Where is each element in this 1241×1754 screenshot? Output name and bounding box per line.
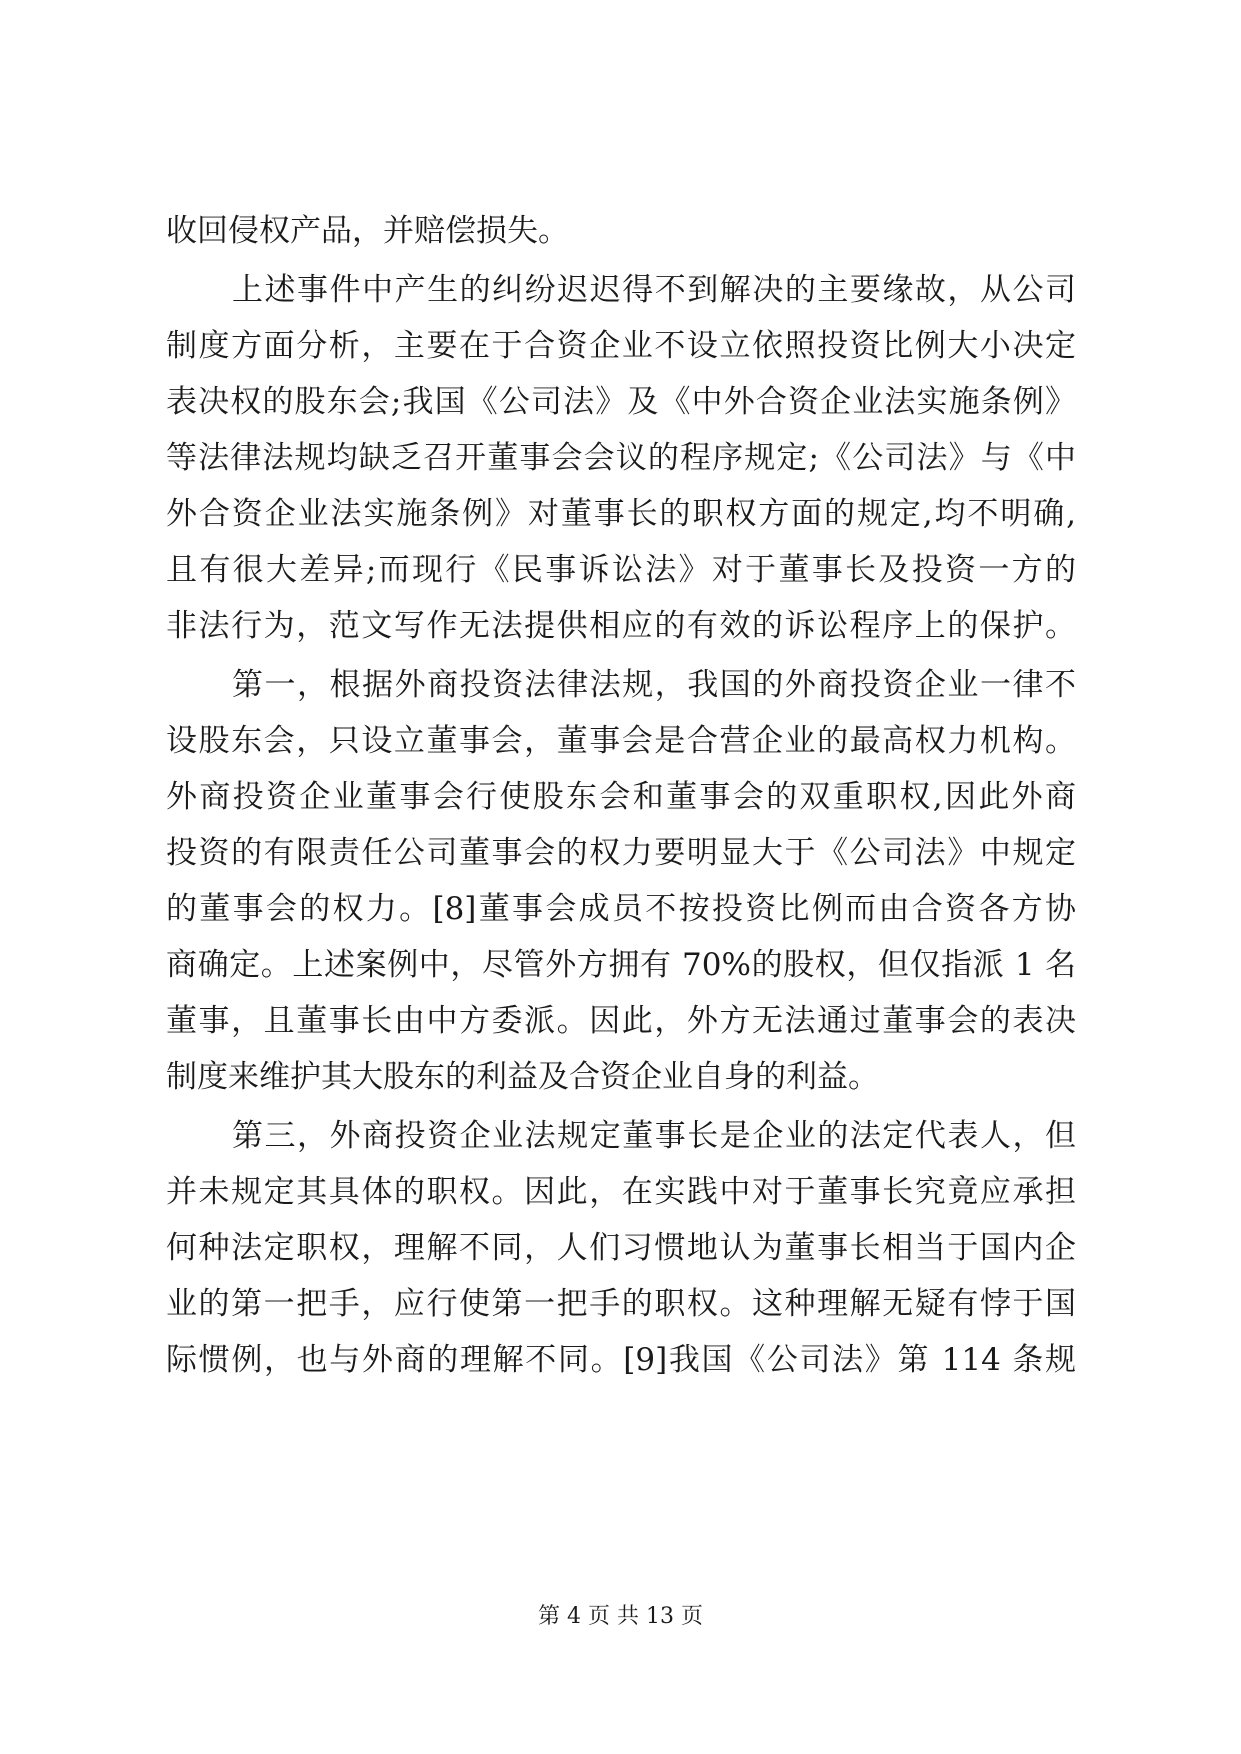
text-line: 第一，根据外商投资法律法规，我国的外商投资企业一律不 — [232, 667, 1076, 703]
text-line: 制度方面分析，主要在于合资企业不设立依照投资比例大小决定 — [166, 328, 1076, 364]
page-number-footer: 第 4 页 共 13 页 — [538, 1604, 703, 1629]
text-line: 制度来维护其大股东的利益及合资企业自身的利益。 — [166, 1059, 879, 1095]
text-line: 第三，外商投资企业法规定董事长是企业的法定代表人，但 — [232, 1118, 1076, 1154]
text-line: 收回侵权产品，并赔偿损失。 — [166, 213, 569, 249]
text-line: 际惯例，也与外商的理解不同。[9]我国《公司法》第 114 条规 — [166, 1342, 1076, 1378]
text-line: 何种法定职权，理解不同，人们习惯地认为董事长相当于国内企 — [166, 1230, 1076, 1266]
text-line: 外合资企业法实施条例》对董事长的职权方面的规定,均不明确, — [166, 496, 1076, 532]
text-line: 等法律法规均缺乏召开董事会会议的程序规定;《公司法》与《中 — [166, 440, 1076, 476]
text-line: 表决权的股东会;我国《公司法》及《中外合资企业法实施条例》 — [166, 384, 1076, 420]
text-line: 并未规定其具体的职权。因此，在实践中对于董事长究竟应承担 — [166, 1174, 1076, 1210]
text-line: 非法行为，范文写作无法提供相应的有效的诉讼程序上的保护。 — [166, 608, 1076, 644]
text-line: 董事，且董事长由中方委派。因此，外方无法通过董事会的表决 — [166, 1003, 1076, 1039]
text-line: 外商投资企业董事会行使股东会和董事会的双重职权,因此外商 — [166, 779, 1076, 815]
text-line: 商确定。上述案例中，尽管外方拥有 70%的股权，但仅指派 1 名 — [166, 947, 1076, 983]
text-line: 业的第一把手，应行使第一把手的职权。这种理解无疑有悖于国 — [166, 1286, 1076, 1322]
text-line: 投资的有限责任公司董事会的权力要明显大于《公司法》中规定 — [166, 835, 1076, 871]
text-line: 的董事会的权力。[8]董事会成员不按投资比例而由合资各方协 — [166, 891, 1076, 927]
text-line: 上述事件中产生的纠纷迟迟得不到解决的主要缘故，从公司 — [232, 272, 1076, 308]
text-line: 设股东会，只设立董事会，董事会是合营企业的最高权力机构。 — [166, 723, 1076, 759]
text-line: 且有很大差异;而现行《民事诉讼法》对于董事长及投资一方的 — [166, 552, 1076, 588]
